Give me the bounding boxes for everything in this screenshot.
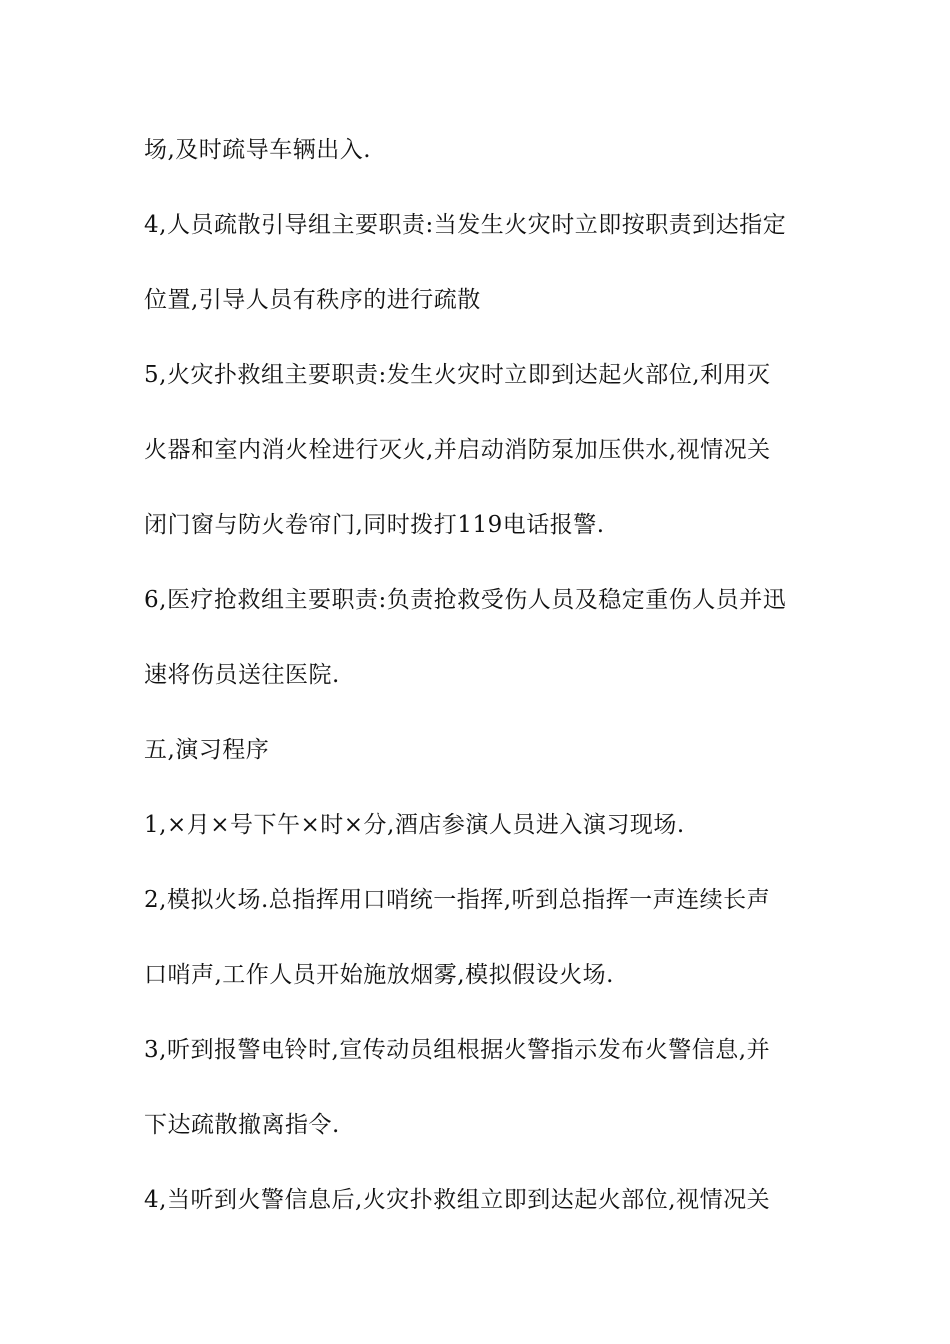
text-line: 火器和室内消火栓进行灭火,并启动消防泵加压供水,视情况关 (144, 437, 771, 463)
text-line: 5,火灾扑救组主要职责:发生火灾时立即到达起火部位,利用灭 (144, 362, 771, 388)
text-line: 场,及时疏导车辆出入. (144, 137, 372, 163)
text-line: 下达疏散撤离指令. (144, 1112, 340, 1138)
text-line: 2,模拟火场.总指挥用口哨统一指挥,听到总指挥一声连续长声 (144, 887, 771, 913)
text-line: 口哨声,工作人员开始施放烟雾,模拟假设火场. (144, 962, 614, 988)
text-line: 1,×月×号下午×时×分,酒店参演人员进入演习现场. (144, 812, 685, 838)
text-line: 闭门窗与防火卷帘门,同时拨打119电话报警. (144, 512, 605, 538)
text-line: 3,听到报警电铃时,宣传动员组根据火警指示发布火警信息,并 (144, 1037, 771, 1063)
section-heading: 五,演习程序 (144, 737, 270, 763)
text-line: 4,当听到火警信息后,火灾扑救组立即到达起火部位,视情况关 (144, 1187, 771, 1213)
text-line: 4,人员疏散引导组主要职责:当发生火灾时立即按职责到达指定 (144, 212, 787, 238)
text-line: 6,医疗抢救组主要职责:负责抢救受伤人员及稳定重伤人员并迅 (144, 587, 787, 613)
text-line: 速将伤员送往医院. (144, 662, 340, 688)
text-line: 位置,引导人员有秩序的进行疏散 (144, 287, 481, 313)
